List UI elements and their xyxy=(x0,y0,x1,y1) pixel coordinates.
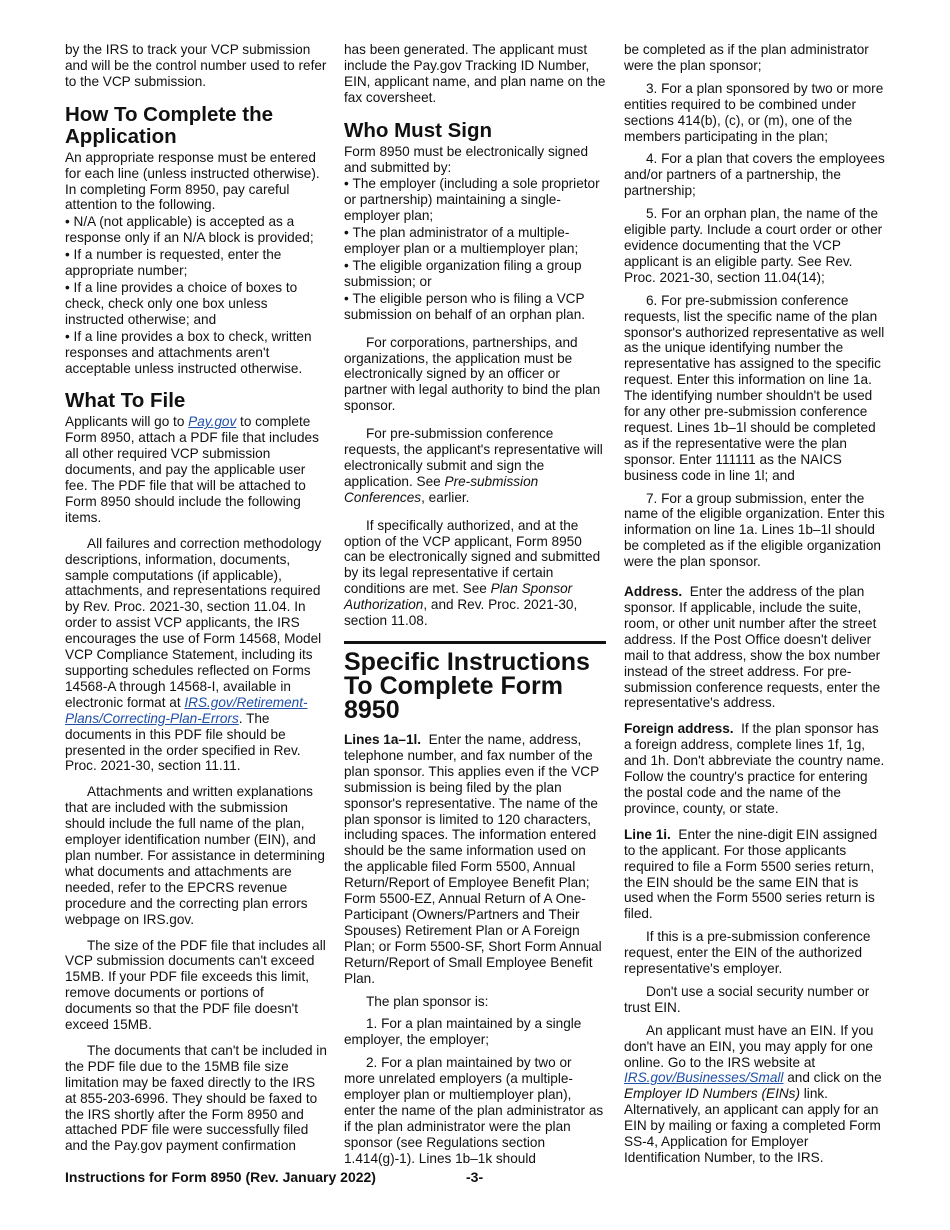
paragraph: has been generated. The applicant must include the Pay.gov Tracking ID Number, EIN, applicant name, and plan name on the fax coversheet. xyxy=(344,42,606,105)
foreign-address-label: Foreign address. xyxy=(624,721,734,737)
sponsor-authorization-reference: Plan Sponsor Authorization xyxy=(344,581,573,613)
irs-businesses-small-link[interactable]: IRS.gov/Businesses/Small xyxy=(624,1070,784,1086)
paragraph: If specifically authorized, and at the option of the VCP applicant, Form 8950 can be electronically signed and submitted by its legal representative if certain conditions are met. See Plan Sponsor Authorization, and Rev. Proc. 2021-30, section 11.08. xyxy=(344,517,601,629)
paragraph: An applicant must have an EIN. If you don't have an EIN, you may apply for one online. Go to the IRS website at IRS.gov/Businesses/Small and click on the Employer ID Numbers (EINs) link. Alternatively, an applicant can apply for an EIN by mailing or faxing a completed Form SS-4, Application for Employer Identification Number, to the IRS. xyxy=(624,1022,882,1165)
list-item: 2. For a plan maintained by two or more unrelated employers (a multiple-employer plan or multiemployer plan), enter the name of the plan administrator as if the plan administrator were the plan sponsor (see Regulations section 1.414(g)-1). Lines 1b–1k should xyxy=(344,1055,604,1166)
paragraph: Line 1i. Enter the nine-digit EIN assigned to the applicant. For those applicants required to file a Form 5500 series return, the EIN should be the same EIN that is used when the Form 5500 series return is filed. xyxy=(624,826,878,922)
correcting-plan-errors-link[interactable]: IRS.gov/Retirement-Plans/Correcting-Plan-Errors xyxy=(65,694,308,726)
address-label: Address. xyxy=(624,584,683,600)
bullet-item: • If a line provides a box to check, written responses and attachments aren't acceptable unless instructed otherwise. xyxy=(65,329,327,377)
paragraph: Applicants will go to Pay.gov to complete Form 8950, attach a PDF file that includes all other required VCP submission documents, and pay the applicable user fee. The PDF file that will be attached to Form 8950 should include the following items. xyxy=(65,414,319,525)
list-item: 3. For a plan sponsored by two or more entities required to be combined under sections 414(b), (c), or (m), one of the members participating in the plan; xyxy=(624,80,884,144)
paragraph: by the IRS to track your VCP submission and will be the control number used to refer to the VCP submission. xyxy=(65,42,327,89)
bullet-item: • The eligible person who is filing a VCP submission on behalf of an orphan plan. xyxy=(344,291,606,323)
list-item: 6. For pre-submission conference requests, list the specific name of the plan sponsor's authorized representative as well as the unique identifying number the representative has assigned to the specific request. Enter this information on line 1a. The identifying number shouldn't be used for any other pre-submission conference request. Lines 1b–1l should be completed as if the representative were the plan sponsor. Enter 111111 as the NAICS business code in line 1l; and xyxy=(624,292,885,483)
line-1i-label: Line 1i. xyxy=(624,826,671,842)
list-item: 1. For a plan maintained by a single employer, the employer; xyxy=(344,1016,582,1048)
presubmission-reference: Pre-submission Conferences xyxy=(344,473,539,505)
list-item: 7. For a group submission, enter the name of the eligible organization. Enter this information on line 1a. Lines 1b–1l should be completed as if the eligible organization were the plan sponsor. xyxy=(624,490,885,570)
footer-title: Instructions for Form 8950 (Rev. January 2022) xyxy=(65,1169,376,1185)
paragraph: Address. Enter the address of the plan sponsor. If applicable, include the suite, room, or other unit number after the street address. If the Post Office doesn't deliver mail to that address, show the box number instead of the street address. For pre-submission conference requests, enter the representative's address. xyxy=(624,584,881,711)
paragraph: All failures and correction methodology descriptions, information, documents, sample computations (if applicable), attachments, and representations required by Rev. Proc. 2021-30, section 11.04. In order to assist VCP applicants, the IRS encourages the use of Form 14568, Model VCP Compliance Statement, including its supporting schedules reflected on Forms 14568-A through 14568-I, available in electronic format at IRS.gov/Retirement-Plans/Correcting-Plan-Errors. The documents in this PDF file should be presented in the order specified in Rev. Proc. 2021-30, section 11.11. xyxy=(65,535,322,774)
paragraph: be completed as if the plan administrator were the plan sponsor; xyxy=(624,42,869,73)
paragraph: The documents that can't be included in the PDF file due to the 15MB file size limitation may be faxed directly to the IRS at 855-203-6996. They should be faxed to the IRS shortly after the Form 8950 and attached PDF file were successfully filed and the Pay.gov payment confirmation xyxy=(65,1042,327,1154)
bullet-item: • The employer (including a sole proprietor or partnership) maintaining a single-employer plan; xyxy=(344,176,606,224)
lines-1a-1l-label: Lines 1a–1l. xyxy=(344,732,422,747)
paygov-link[interactable]: Pay.gov xyxy=(188,414,237,430)
paragraph: If this is a pre-submission conference request, enter the EIN of the authorized representative's employer. xyxy=(624,929,871,977)
bullet-item: • N/A (not applicable) is accepted as a response only if an N/A block is provided; xyxy=(65,214,327,246)
paragraph: The plan sponsor is: xyxy=(366,993,489,1009)
paragraph: For corporations, partnerships, and organizations, the application must be electronically signed by an officer or partner with legal authority to bind the plan sponsor. xyxy=(344,334,601,414)
paragraph: For pre-submission conference requests, the applicant's representative will electronically submit and sign the application. See Pre-submission Conferences, earlier. xyxy=(344,426,603,505)
paragraph: The size of the PDF file that includes all VCP submission documents can't exceed 15MB. If your PDF file exceeds this limit, remove documents or portions of documents so that the PDF file doesn't exceed 15MB. xyxy=(65,937,326,1033)
column-2 xyxy=(344,42,606,1174)
bullet-item: • The eligible organization filing a group submission; or xyxy=(344,258,606,290)
paragraph: An appropriate response must be entered for each line (unless instructed otherwise). In completing Form 8950, pay careful attention to the following. xyxy=(65,149,320,213)
bullet-item: • If a line provides a choice of boxes to check, check only one box unless instructed otherwise; and xyxy=(65,280,327,328)
paragraph: Attachments and written explanations that are included with the submission should include the full name of the plan, employer identification number (EIN), and plan number. For assistance in determining what documents and attachments are needed, refer to the EPCRS revenue procedure and the correcting plan errors webpage on IRS.gov. xyxy=(65,784,325,927)
column-1 xyxy=(65,42,327,1161)
paragraph: Form 8950 must be electronically signed and submitted by: xyxy=(344,143,589,175)
paragraph: Foreign address. If the plan sponsor has a foreign address, complete lines 1f, 1g, and 1h. Don't abbreviate the country name. Follow the country's practice for entering the postal code and the name of the province, county, or state. xyxy=(624,721,885,816)
paragraph: Lines 1a–1l. Enter the name, address, telephone number, and fax number of the plan sponsor. This applies even if the VCP submission is being filed by the plan sponsor's representative. The name of the plan sponsor is limited to 120 characters, including spaces. The information entered should be the same information used on the applicable filed Form 5500, Annual Return/Report of Employee Benefit Plan; Form 5500-EZ, Annual Return of A One-Participant (Owners/Partners and Their Spouses) Retirement Plan or A Foreign Plan; or Form 5500-SF, Short Form Annual Return/Report of Small Employee Benefit Plan. xyxy=(344,732,602,986)
list-item: 4. For a plan that covers the employees and/or partners of a partnership, the partnership; xyxy=(624,151,885,199)
heading-who-must-sign: Who Must Sign xyxy=(344,118,493,142)
heading-what-to-file: What To File xyxy=(65,389,186,413)
bullet-item: • If a number is requested, enter the appropriate number; xyxy=(65,247,327,279)
paragraph: Don't use a social security number or trust EIN. xyxy=(624,983,870,1015)
heading-how-to-complete: How To Complete the Application xyxy=(65,102,274,148)
heading-specific-instructions: Specific Instructions To Complete Form 8950 xyxy=(344,641,606,722)
ein-link-reference: Employer ID Numbers (EINs) xyxy=(624,1086,800,1102)
list-item: 5. For an orphan plan, the name of the eligible party. Include a court order or other evidence documenting that the VCP applicant is an eligible party. See Rev. Proc. 2021-30, section 11.04(14); xyxy=(624,206,883,285)
page-number: -3- xyxy=(466,1169,484,1185)
bullet-item: • The plan administrator of a multiple-employer plan or a multiemployer plan; xyxy=(344,225,606,257)
column-3 xyxy=(624,42,886,1173)
